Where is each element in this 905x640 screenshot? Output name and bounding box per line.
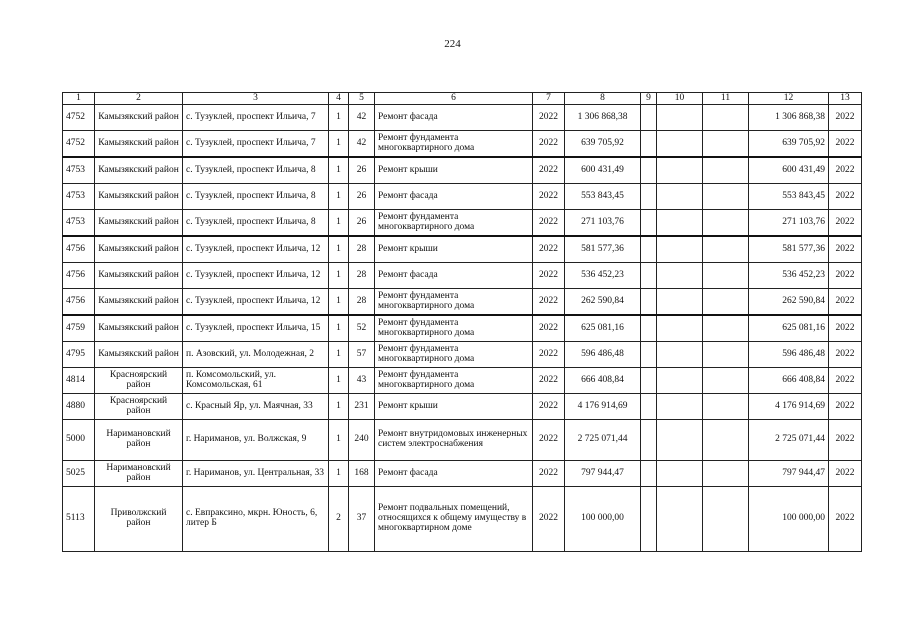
work-type-cell: Ремонт подвальных помещений, относящихся к общему имуществу в многоквартирном доме	[375, 487, 533, 552]
completion-year-cell: 2022	[829, 236, 862, 263]
column-5-cell: 28	[349, 289, 375, 316]
district-cell: Камызякский район	[95, 157, 183, 184]
column-number-8: 8	[565, 93, 641, 105]
year-cell: 2022	[533, 105, 565, 131]
district-cell: Камызякский район	[95, 105, 183, 131]
column-10-cell	[657, 394, 703, 420]
work-type-cell: Ремонт фундамента многоквартирного дома	[375, 315, 533, 342]
district-cell: Наримановский район	[95, 461, 183, 487]
column-4-cell: 1	[329, 420, 349, 461]
column-11-cell	[703, 342, 749, 368]
district-cell: Камызякский район	[95, 289, 183, 316]
column-4-cell: 1	[329, 315, 349, 342]
district-cell: Камызякский район	[95, 263, 183, 289]
column-4-cell: 1	[329, 105, 349, 131]
address-cell: п. Комсомольский, ул. Комсомольская, 61	[183, 368, 329, 394]
column-9-cell	[641, 263, 657, 289]
completion-year-cell: 2022	[829, 461, 862, 487]
work-type-cell: Ремонт крыши	[375, 236, 533, 263]
total-cost-cell: 639 705,92	[749, 131, 829, 158]
column-5-cell: 26	[349, 157, 375, 184]
column-9-cell	[641, 394, 657, 420]
total-cost-cell: 596 486,48	[749, 342, 829, 368]
cost-cell: 1 306 868,38	[565, 105, 641, 131]
completion-year-cell: 2022	[829, 131, 862, 158]
total-cost-cell: 797 944,47	[749, 461, 829, 487]
work-type-cell: Ремонт крыши	[375, 157, 533, 184]
district-cell: Камызякский район	[95, 342, 183, 368]
year-cell: 2022	[533, 131, 565, 158]
column-10-cell	[657, 420, 703, 461]
row-number-cell: 5113	[63, 487, 95, 552]
column-5-cell: 37	[349, 487, 375, 552]
work-type-cell: Ремонт фасада	[375, 263, 533, 289]
cost-cell: 100 000,00	[565, 487, 641, 552]
column-9-cell	[641, 342, 657, 368]
column-4-cell: 1	[329, 289, 349, 316]
table-row	[63, 315, 862, 342]
table-row	[63, 368, 862, 394]
column-number-2: 2	[95, 93, 183, 105]
table-row	[63, 236, 862, 263]
district-cell: Камызякский район	[95, 236, 183, 263]
cost-cell: 271 103,76	[565, 210, 641, 237]
district-cell: Камызякский район	[95, 184, 183, 210]
year-cell: 2022	[533, 342, 565, 368]
column-10-cell	[657, 315, 703, 342]
column-4-cell: 1	[329, 461, 349, 487]
column-9-cell	[641, 236, 657, 263]
column-9-cell	[641, 461, 657, 487]
year-cell: 2022	[533, 157, 565, 184]
column-9-cell	[641, 131, 657, 158]
table-row	[63, 420, 862, 461]
row-number-cell: 4753	[63, 157, 95, 184]
column-9-cell	[641, 210, 657, 237]
column-4-cell: 1	[329, 342, 349, 368]
column-9-cell	[641, 368, 657, 394]
column-4-cell: 1	[329, 184, 349, 210]
work-type-cell: Ремонт фасада	[375, 105, 533, 131]
column-9-cell	[641, 105, 657, 131]
cost-cell: 797 944,47	[565, 461, 641, 487]
column-4-cell: 2	[329, 487, 349, 552]
total-cost-cell: 262 590,84	[749, 289, 829, 316]
row-number-cell: 4756	[63, 236, 95, 263]
column-5-cell: 43	[349, 368, 375, 394]
address-cell: с. Тузуклей, проспект Ильича, 12	[183, 236, 329, 263]
table-row	[63, 184, 862, 210]
total-cost-cell: 600 431,49	[749, 157, 829, 184]
completion-year-cell: 2022	[829, 420, 862, 461]
column-9-cell	[641, 487, 657, 552]
column-number-12: 12	[749, 93, 829, 105]
year-cell: 2022	[533, 368, 565, 394]
total-cost-cell: 536 452,23	[749, 263, 829, 289]
table-row	[63, 289, 862, 316]
row-number-cell: 4752	[63, 105, 95, 131]
total-cost-cell: 2 725 071,44	[749, 420, 829, 461]
total-cost-cell: 625 081,16	[749, 315, 829, 342]
row-number-cell: 4795	[63, 342, 95, 368]
row-number-cell: 4880	[63, 394, 95, 420]
completion-year-cell: 2022	[829, 368, 862, 394]
address-cell: с. Тузуклей, проспект Ильича, 15	[183, 315, 329, 342]
cost-cell: 666 408,84	[565, 368, 641, 394]
cost-cell: 262 590,84	[565, 289, 641, 316]
year-cell: 2022	[533, 210, 565, 237]
work-type-cell: Ремонт фундамента многоквартирного дома	[375, 131, 533, 158]
column-11-cell	[703, 184, 749, 210]
work-type-cell: Ремонт крыши	[375, 394, 533, 420]
column-4-cell: 1	[329, 210, 349, 237]
district-cell: Красноярский район	[95, 368, 183, 394]
district-cell: Камызякский район	[95, 210, 183, 237]
column-10-cell	[657, 184, 703, 210]
cost-cell: 639 705,92	[565, 131, 641, 158]
column-10-cell	[657, 289, 703, 316]
column-5-cell: 231	[349, 394, 375, 420]
address-cell: с. Тузуклей, проспект Ильича, 8	[183, 157, 329, 184]
address-cell: г. Нариманов, ул. Волжская, 9	[183, 420, 329, 461]
total-cost-cell: 1 306 868,38	[749, 105, 829, 131]
row-number-cell: 4759	[63, 315, 95, 342]
district-cell: Красноярский район	[95, 394, 183, 420]
column-10-cell	[657, 342, 703, 368]
completion-year-cell: 2022	[829, 342, 862, 368]
column-9-cell	[641, 157, 657, 184]
completion-year-cell: 2022	[829, 105, 862, 131]
table-row	[63, 131, 862, 158]
column-11-cell	[703, 263, 749, 289]
row-number-cell: 4756	[63, 263, 95, 289]
column-10-cell	[657, 263, 703, 289]
page-number: 224	[444, 38, 461, 50]
total-cost-cell: 100 000,00	[749, 487, 829, 552]
column-number-1: 1	[63, 93, 95, 105]
year-cell: 2022	[533, 263, 565, 289]
work-type-cell: Ремонт фасада	[375, 184, 533, 210]
column-5-cell: 26	[349, 210, 375, 237]
total-cost-cell: 553 843,45	[749, 184, 829, 210]
address-cell: с. Тузуклей, проспект Ильича, 7	[183, 131, 329, 158]
column-5-cell: 240	[349, 420, 375, 461]
table-row	[63, 394, 862, 420]
cost-cell: 596 486,48	[565, 342, 641, 368]
column-4-cell: 1	[329, 131, 349, 158]
completion-year-cell: 2022	[829, 289, 862, 316]
address-cell: с. Красный Яр, ул. Маячная, 33	[183, 394, 329, 420]
column-10-cell	[657, 368, 703, 394]
total-cost-cell: 271 103,76	[749, 210, 829, 237]
year-cell: 2022	[533, 236, 565, 263]
column-5-cell: 52	[349, 315, 375, 342]
work-type-cell: Ремонт фундамента многоквартирного дома	[375, 210, 533, 237]
table-row	[63, 210, 862, 237]
column-9-cell	[641, 289, 657, 316]
address-cell: с. Тузуклей, проспект Ильича, 12	[183, 289, 329, 316]
year-cell: 2022	[533, 315, 565, 342]
column-9-cell	[641, 315, 657, 342]
column-10-cell	[657, 157, 703, 184]
district-cell: Наримановский район	[95, 420, 183, 461]
column-9-cell	[641, 184, 657, 210]
completion-year-cell: 2022	[829, 157, 862, 184]
year-cell: 2022	[533, 420, 565, 461]
cost-cell: 600 431,49	[565, 157, 641, 184]
column-4-cell: 1	[329, 236, 349, 263]
column-number-7: 7	[533, 93, 565, 105]
year-cell: 2022	[533, 461, 565, 487]
work-type-cell: Ремонт внутридомовых инженерных систем электроснабжения	[375, 420, 533, 461]
column-10-cell	[657, 131, 703, 158]
address-cell: с. Евпраксино, мкрн. Юность, 6, литер Б	[183, 487, 329, 552]
column-5-cell: 28	[349, 263, 375, 289]
column-number-9: 9	[641, 93, 657, 105]
district-cell: Камызякский район	[95, 315, 183, 342]
column-number-6: 6	[375, 93, 533, 105]
column-4-cell: 1	[329, 394, 349, 420]
total-cost-cell: 666 408,84	[749, 368, 829, 394]
column-number-10: 10	[657, 93, 703, 105]
cost-cell: 553 843,45	[565, 184, 641, 210]
total-cost-cell: 581 577,36	[749, 236, 829, 263]
completion-year-cell: 2022	[829, 263, 862, 289]
column-10-cell	[657, 461, 703, 487]
column-5-cell: 42	[349, 105, 375, 131]
column-11-cell	[703, 289, 749, 316]
cost-cell: 536 452,23	[565, 263, 641, 289]
completion-year-cell: 2022	[829, 210, 862, 237]
address-cell: с. Тузуклей, проспект Ильича, 7	[183, 105, 329, 131]
column-9-cell	[641, 420, 657, 461]
column-10-cell	[657, 105, 703, 131]
completion-year-cell: 2022	[829, 487, 862, 552]
column-11-cell	[703, 368, 749, 394]
column-number-5: 5	[349, 93, 375, 105]
work-type-cell: Ремонт фундамента многоквартирного дома	[375, 368, 533, 394]
district-cell: Приволжский район	[95, 487, 183, 552]
column-5-cell: 42	[349, 131, 375, 158]
table-row	[63, 157, 862, 184]
column-11-cell	[703, 315, 749, 342]
column-5-cell: 28	[349, 236, 375, 263]
table-row	[63, 342, 862, 368]
table-row	[63, 105, 862, 131]
address-cell: с. Тузуклей, проспект Ильича, 12	[183, 263, 329, 289]
table-row	[63, 461, 862, 487]
row-number-cell: 4752	[63, 131, 95, 158]
row-number-cell: 4814	[63, 368, 95, 394]
column-10-cell	[657, 210, 703, 237]
column-4-cell: 1	[329, 368, 349, 394]
column-number-3: 3	[183, 93, 329, 105]
column-5-cell: 168	[349, 461, 375, 487]
year-cell: 2022	[533, 487, 565, 552]
table-row	[63, 263, 862, 289]
column-11-cell	[703, 461, 749, 487]
column-number-row	[63, 93, 862, 105]
work-type-cell: Ремонт фасада	[375, 461, 533, 487]
address-cell: с. Тузуклей, проспект Ильича, 8	[183, 184, 329, 210]
year-cell: 2022	[533, 394, 565, 420]
column-number-13: 13	[829, 93, 862, 105]
row-number-cell: 4753	[63, 210, 95, 237]
address-cell: с. Тузуклей, проспект Ильича, 8	[183, 210, 329, 237]
table-body	[63, 105, 862, 552]
work-type-cell: Ремонт фундамента многоквартирного дома	[375, 289, 533, 316]
row-number-cell: 4756	[63, 289, 95, 316]
work-type-cell: Ремонт фундамента многоквартирного дома	[375, 342, 533, 368]
address-cell: г. Нариманов, ул. Центральная, 33	[183, 461, 329, 487]
column-10-cell	[657, 487, 703, 552]
column-11-cell	[703, 487, 749, 552]
cost-cell: 625 081,16	[565, 315, 641, 342]
table-row	[63, 487, 862, 552]
row-number-cell: 4753	[63, 184, 95, 210]
column-5-cell: 57	[349, 342, 375, 368]
year-cell: 2022	[533, 289, 565, 316]
row-number-cell: 5025	[63, 461, 95, 487]
column-11-cell	[703, 131, 749, 158]
column-11-cell	[703, 394, 749, 420]
completion-year-cell: 2022	[829, 184, 862, 210]
repair-program-table	[62, 92, 862, 552]
completion-year-cell: 2022	[829, 315, 862, 342]
column-number-11: 11	[703, 93, 749, 105]
cost-cell: 4 176 914,69	[565, 394, 641, 420]
column-number-4: 4	[329, 93, 349, 105]
column-4-cell: 1	[329, 263, 349, 289]
district-cell: Камызякский район	[95, 131, 183, 158]
year-cell: 2022	[533, 184, 565, 210]
total-cost-cell: 4 176 914,69	[749, 394, 829, 420]
address-cell: п. Азовский, ул. Молодежная, 2	[183, 342, 329, 368]
cost-cell: 2 725 071,44	[565, 420, 641, 461]
column-11-cell	[703, 420, 749, 461]
row-number-cell: 5000	[63, 420, 95, 461]
cost-cell: 581 577,36	[565, 236, 641, 263]
column-11-cell	[703, 105, 749, 131]
column-11-cell	[703, 157, 749, 184]
column-5-cell: 26	[349, 184, 375, 210]
column-11-cell	[703, 210, 749, 237]
completion-year-cell: 2022	[829, 394, 862, 420]
column-4-cell: 1	[329, 157, 349, 184]
column-10-cell	[657, 236, 703, 263]
column-11-cell	[703, 236, 749, 263]
